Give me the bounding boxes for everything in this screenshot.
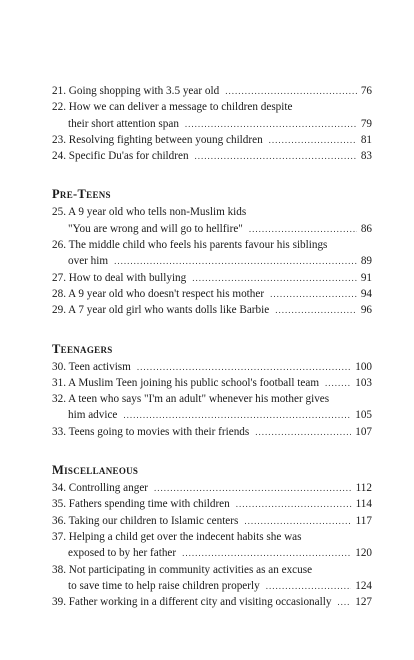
entry-text: 22. How we can deliver a message to children despite xyxy=(52,101,293,114)
entry-text: 24. Specific Du'as for children xyxy=(52,150,189,163)
page-number: 107 xyxy=(355,425,372,438)
entry-text: 27. How to deal with bullying xyxy=(52,271,187,284)
page-number: 127 xyxy=(355,596,372,609)
page-number: 91 xyxy=(360,271,372,284)
entry-title-line xyxy=(52,529,372,545)
entry-text: 36. Taking our children to Islamic centers xyxy=(52,514,239,527)
entry-title-line xyxy=(52,237,372,253)
toc-entry[interactable] xyxy=(52,237,372,270)
toc-section xyxy=(52,186,372,318)
section-heading: Teenagers xyxy=(52,341,113,356)
section-heading: Pre-Teens xyxy=(52,187,111,202)
entry-text: 31. A Muslim Teen joining his public school's football team xyxy=(52,376,320,389)
dot-leader xyxy=(182,545,351,561)
toc-entry[interactable] xyxy=(52,286,372,302)
page-number: 114 xyxy=(355,498,372,511)
dot-leader xyxy=(244,513,351,529)
toc-entry[interactable] xyxy=(52,270,372,286)
entry-text: 21. Going shopping with 3.5 year old xyxy=(52,85,220,97)
entry-text: 32. A teen who says "I'm an adult" whenever his mother gives xyxy=(52,393,330,406)
page-number: 83 xyxy=(360,150,372,163)
entry-text: 39. Father working in a different city and visiting occasionally xyxy=(52,596,332,609)
entry-title-line xyxy=(52,480,372,496)
entry-text: 25. A 9 year old who tells non-Muslim kids xyxy=(52,206,247,219)
toc-entry[interactable] xyxy=(52,529,372,562)
page-number: 94 xyxy=(360,287,372,300)
entry-title-line xyxy=(52,594,372,610)
entry-title-line xyxy=(52,391,372,407)
entry-text: him advice xyxy=(68,409,118,422)
entry-title-line xyxy=(52,562,372,578)
entry-title-line xyxy=(52,99,372,115)
entry-text: 26. The middle child who feels his parents favour his siblings xyxy=(52,239,328,252)
page-number: 76 xyxy=(360,85,372,97)
entry-continuation-line xyxy=(52,253,372,269)
entry-title-line xyxy=(52,270,372,286)
toc-entry[interactable] xyxy=(52,375,372,391)
toc-entry[interactable] xyxy=(52,513,372,529)
dot-leader xyxy=(114,253,357,269)
toc-entry[interactable] xyxy=(52,148,372,164)
toc-entry[interactable] xyxy=(52,359,372,375)
table-of-contents xyxy=(52,83,372,610)
entry-title-line xyxy=(52,359,372,375)
toc-entry[interactable] xyxy=(52,204,372,237)
toc-entry[interactable] xyxy=(52,132,372,148)
dot-leader xyxy=(249,221,357,237)
page-number: 81 xyxy=(360,133,372,146)
entry-text: 33. Teens going to movies with their friends xyxy=(52,425,250,438)
entry-text: 29. A 7 year old girl who wants dolls like Barbie xyxy=(52,304,270,317)
page-number: 100 xyxy=(355,360,372,373)
dot-leader xyxy=(236,496,352,512)
page-number: 86 xyxy=(360,222,372,235)
entry-text: "You are wrong and will go to hellfire" xyxy=(68,222,243,235)
entry-text: 38. Not participating in community activities as an excuse xyxy=(52,563,313,576)
entry-title-line xyxy=(52,132,372,148)
dot-leader xyxy=(337,594,351,610)
page-number: 112 xyxy=(355,482,372,495)
dot-leader xyxy=(269,132,357,148)
toc-entry[interactable] xyxy=(52,83,372,99)
entry-title-line xyxy=(52,496,372,512)
dot-leader xyxy=(225,83,357,99)
entry-text: to save time to help raise children properly xyxy=(68,579,260,592)
page-number: 103 xyxy=(355,376,372,389)
entry-text: 37. Helping a child get over the indecent habits she was xyxy=(52,530,302,543)
toc-entry[interactable] xyxy=(52,594,372,610)
page-number: 124 xyxy=(355,579,372,592)
entry-title-line xyxy=(52,424,372,440)
entry-text: 35. Fathers spending time with children xyxy=(52,498,230,511)
toc-entry[interactable] xyxy=(52,99,372,132)
entry-text: exposed to by her father xyxy=(68,547,177,560)
toc-entry[interactable] xyxy=(52,496,372,512)
dot-leader xyxy=(192,270,357,286)
dot-leader xyxy=(255,424,351,440)
entry-title-line xyxy=(52,204,372,220)
toc-entry[interactable] xyxy=(52,562,372,595)
page-number: 117 xyxy=(355,514,372,527)
entry-text: 23. Resolving fighting between young children xyxy=(52,133,263,146)
dot-leader xyxy=(325,375,351,391)
page-number: 79 xyxy=(360,117,372,130)
dot-leader xyxy=(123,407,351,423)
entry-text: over him xyxy=(68,255,109,268)
page-number: 120 xyxy=(355,547,372,560)
entry-continuation-line xyxy=(52,221,372,237)
entry-text: 28. A 9 year old who doesn't respect his mother xyxy=(52,287,265,300)
entry-title-line xyxy=(52,83,372,99)
entry-title-line xyxy=(52,302,372,318)
entry-text: 34. Controlling anger xyxy=(52,482,149,495)
page-number: 89 xyxy=(360,255,372,268)
entry-continuation-line xyxy=(52,545,372,561)
dot-leader xyxy=(137,359,351,375)
entry-title-line xyxy=(52,286,372,302)
page-number: 96 xyxy=(360,304,372,317)
section-heading: Miscellaneous xyxy=(52,463,139,478)
dot-leader xyxy=(195,148,357,164)
toc-entry[interactable] xyxy=(52,424,372,440)
page-number: 105 xyxy=(355,409,372,422)
dot-leader xyxy=(266,578,352,594)
entry-continuation-line xyxy=(52,578,372,594)
toc-section xyxy=(52,341,372,440)
entry-text: 30. Teen activism xyxy=(52,360,131,373)
toc-entry[interactable] xyxy=(52,391,372,424)
dot-leader xyxy=(275,302,357,318)
dot-leader xyxy=(154,480,352,496)
toc-section xyxy=(52,462,372,610)
entry-continuation-line xyxy=(52,116,372,132)
dot-leader xyxy=(270,286,357,302)
entry-title-line xyxy=(52,513,372,529)
entry-text: their short attention span xyxy=(68,117,179,130)
entry-title-line xyxy=(52,148,372,164)
toc-section xyxy=(52,83,372,164)
toc-entry[interactable] xyxy=(52,302,372,318)
toc-entry[interactable] xyxy=(52,480,372,496)
entry-title-line xyxy=(52,375,372,391)
dot-leader xyxy=(185,116,357,132)
entry-continuation-line xyxy=(52,407,372,423)
